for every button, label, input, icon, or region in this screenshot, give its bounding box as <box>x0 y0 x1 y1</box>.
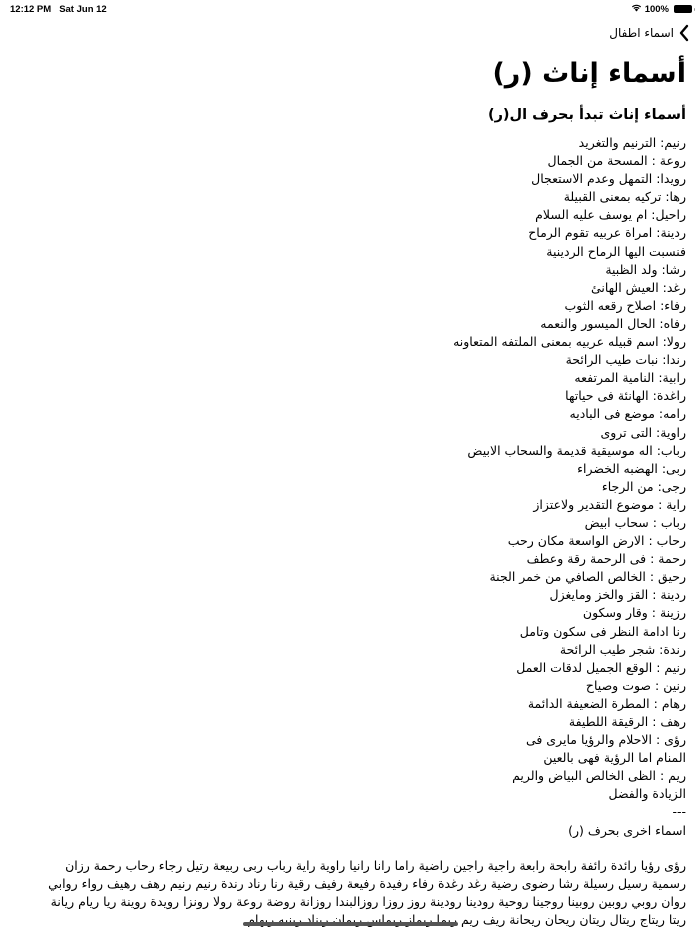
list-item: رهف : الرقيقة اللطيفة <box>14 713 686 731</box>
list-item: ردينة : القز والخز ومايغزل <box>14 586 686 604</box>
list-item: رحاب : الارض الواسعة مكان رحب <box>14 532 686 550</box>
list-item: ربى: الهضبه الخضراء <box>14 460 686 478</box>
list-item: راغدة: الهانئة فى حياتها <box>14 387 686 405</box>
chevron-left-icon <box>678 24 690 42</box>
list-item: رباب: اله موسيقية قديمة والسحاب الابيض <box>14 442 686 460</box>
list-item: المنام اما الرؤية فهى بالعين <box>14 749 686 767</box>
list-item: رولا: اسم قبيله عربيه بمعنى الملتفه المتعاونه <box>14 333 686 351</box>
list-item: رنيم : الوقع الجميل لدقات العمل <box>14 659 686 677</box>
list-item: رشا: ولد الظبية <box>14 261 686 279</box>
list-item: رندة: شجر طيب الرائحة <box>14 641 686 659</box>
list-item: رنين : صوت وصياح <box>14 677 686 695</box>
list-item: رنا ادامة النظر فى سكون وتامل <box>14 623 686 641</box>
other-names-paragraph: رؤى رؤيا رائدة رائفة رابحة رابعة راجية راجين راضية راما رانا رانيا راوية راية رباب ربى ربيعة رتيل رجاء رحاب رحمة رزان رسمية رسيل رسيلة رشا رضوى رضية رغد رغدة رفاء رفيدة رفيعة رفيف رقية رنا رناد رندة رنيم رنيم رهف رهيف رواء روابي روان روبي روبين روبينا روجينا روحية رودينا رودينة روز روزا روزالبندا روزانة روضة روعة رولا رونزا رويدة روينة ريا ريام ريانة ريتا ريتاج ريتال ريتان ريحان ريحانة ريف ريم ريما ريماز ريماس ريمان ريناد رينيه ريهام <box>14 857 686 929</box>
list-item: رفاء: اصلاح رقعه الثوب <box>14 297 686 315</box>
list-item: رابية: النامية المرتفعه <box>14 369 686 387</box>
other-names-heading: اسماء اخرى بحرف (ر) <box>14 822 686 840</box>
separator: --- <box>14 803 686 821</box>
page-title: أسماء إناث (ر) <box>14 56 686 92</box>
list-item: الزيادة والفضل <box>14 785 686 803</box>
list-item: رفاه: الحال الميسور والنعمه <box>14 315 686 333</box>
home-indicator[interactable] <box>243 922 458 926</box>
list-item: رامه: موضع فى الباديه <box>14 405 686 423</box>
list-item: ردينة: امراة عربيه تقوم الرماح <box>14 224 686 242</box>
wifi-icon <box>631 3 642 15</box>
list-item: رها: تركيه بمعنى القبيلة <box>14 188 686 206</box>
list-item: رنيم: الترنيم والتغريد <box>14 134 686 152</box>
list-item: فنسبت اليها الرماح الردينية <box>14 243 686 261</box>
list-item: رندا: نبات طيب الرائحة <box>14 351 686 369</box>
back-button[interactable] <box>609 24 690 42</box>
status-left <box>10 4 107 15</box>
status-time: 12:12 PM <box>10 4 51 15</box>
list-item: رهام : المطرة الضعيفة الدائمة <box>14 695 686 713</box>
list-item: رحمة : فى الرحمة رقة وعطف <box>14 550 686 568</box>
list-item: راية : موضوع التقدير ولاعتزاز <box>14 496 686 514</box>
battery-percent: 100% <box>645 4 669 15</box>
status-right <box>631 3 692 15</box>
list-item: رؤى : الاحلام والرؤيا مايرى فى <box>14 731 686 749</box>
list-item: رغد: العيش الهانئ <box>14 279 686 297</box>
page-subtitle: أسماء إناث تبدأ بحرف ال(ر) <box>14 104 686 126</box>
back-label: اسماء اطفال <box>609 26 674 40</box>
list-item: روعة : المسحة من الجمال <box>14 152 686 170</box>
list-item: رحيق : الخالص الصافي من خمر الجنة <box>14 568 686 586</box>
list-item: رجى: من الرجاء <box>14 478 686 496</box>
article-content <box>0 56 700 942</box>
battery-full-icon <box>674 5 692 13</box>
status-bar <box>0 0 700 18</box>
list-item: راوية: التى تروى <box>14 424 686 442</box>
list-item: راحيل: ام يوسف عليه السلام <box>14 206 686 224</box>
list-item: رباب : سحاب ابيض <box>14 514 686 532</box>
name-meanings-list <box>14 134 686 840</box>
list-item: رويدا: التمهل وعدم الاستعجال <box>14 170 686 188</box>
status-date: Sat Jun 12 <box>59 4 107 15</box>
list-item: ريم : الظى الخالص البياض والريم <box>14 767 686 785</box>
list-item: رزينة : وقار وسكون <box>14 604 686 622</box>
